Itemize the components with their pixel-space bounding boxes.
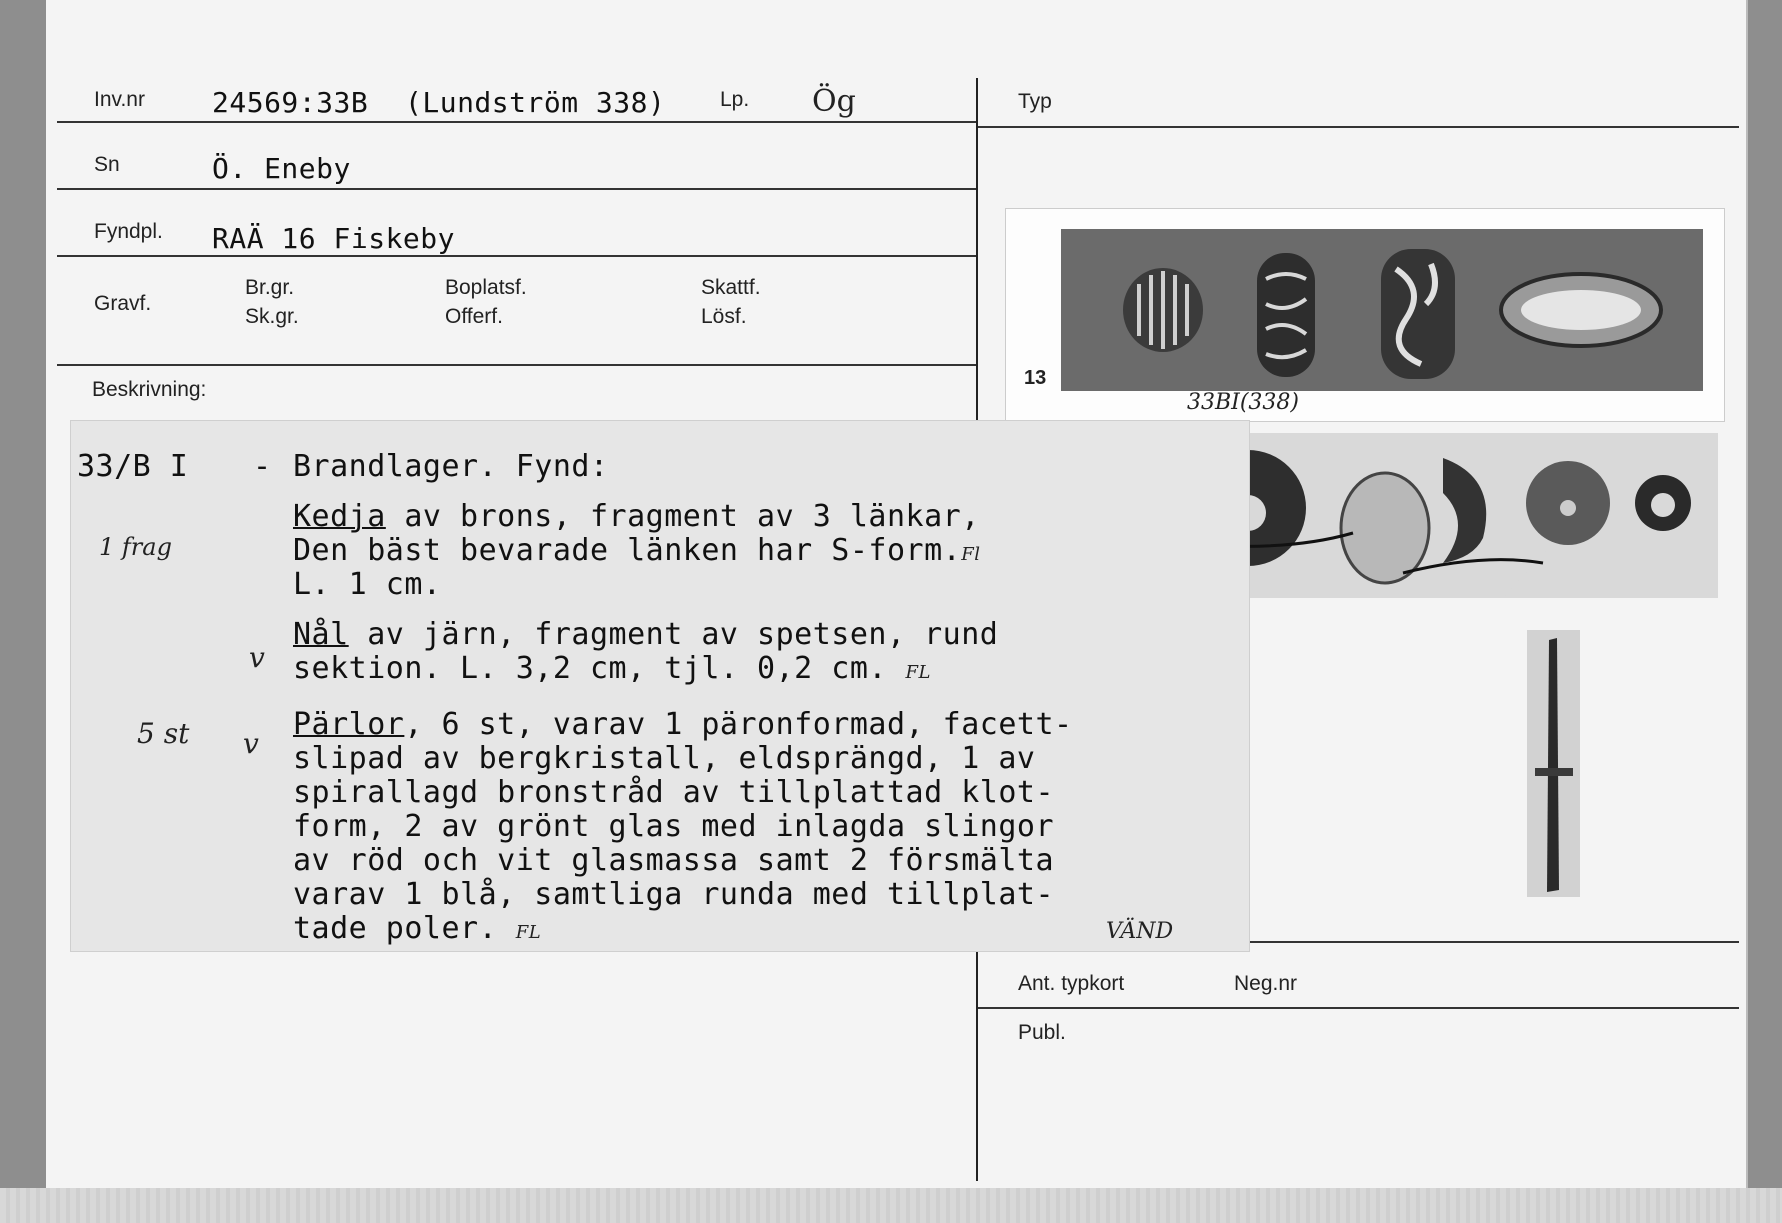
- kedja-line-2: [293, 533, 980, 568]
- boplatsf-label: Boplatsf.: [445, 276, 527, 299]
- skattf-label: Skattf.: [701, 276, 761, 299]
- parlor-initials: FL: [515, 922, 542, 943]
- rule-gravf: [57, 364, 976, 366]
- skgr-label: Sk.gr.: [245, 305, 299, 328]
- parlor-line-3: spirallagd bronstråd av tillplattad klot-: [293, 775, 1055, 810]
- parlor-line-5: av röd och vit glasmassa samt 2 försmälta: [293, 843, 1055, 878]
- parlor-check: v: [243, 727, 259, 760]
- bead-crystal: [1501, 274, 1661, 346]
- rule-fyndpl: [57, 255, 976, 257]
- kedja-initials: Fl: [961, 544, 981, 565]
- offerf-label: Offerf.: [445, 305, 503, 328]
- rule-sn: [57, 188, 976, 190]
- parlor-line-7: [293, 911, 541, 946]
- parlor-line-2: slipad av bergkristall, eldsprängd, 1 av: [293, 741, 1036, 776]
- kedja-word: Kedja: [293, 499, 386, 534]
- photo-needle: [1527, 630, 1580, 897]
- fyndpl-label: Fyndpl.: [94, 220, 163, 243]
- photo-band: [1061, 229, 1703, 391]
- nal-check: v: [249, 641, 265, 674]
- bead-patterned-2: [1381, 249, 1455, 379]
- kedja-line-3: L. 1 cm.: [293, 567, 442, 602]
- inv-ref: (Lundström 338): [405, 86, 666, 119]
- desc-ref: 33/B I: [77, 449, 189, 484]
- kedja-line-2-text: Den bäst bevarade länken har S-form.: [293, 533, 962, 568]
- parlor-word: Pärlor: [293, 707, 405, 742]
- parlor-line-1: [293, 707, 1073, 742]
- beskrivning-label: Beskrivning:: [92, 378, 207, 401]
- nal-line-1-rest: av järn, fragment av spetsen, rund: [348, 617, 999, 652]
- beads-illustration: [1061, 229, 1703, 391]
- photo-caption: 33BI(338): [1187, 390, 1300, 415]
- bead-patterned-1: [1257, 253, 1315, 377]
- nal-line-2: [293, 651, 931, 686]
- kedja-line-1-rest: av brons, fragment av 3 länkar,: [385, 499, 980, 534]
- vand-note: VÄND: [1106, 919, 1174, 944]
- nal-line-1: [293, 617, 998, 652]
- parlor-line-6: varav 1 blå, samtliga runda med tillplat-: [293, 877, 1055, 912]
- desc-dash: -: [253, 449, 272, 484]
- kedja-margin-note: 1 frag: [99, 533, 172, 561]
- nal-line-2-text: sektion. L. 3,2 cm, tjl. 0,2 cm.: [293, 651, 887, 686]
- lp-value: Ög: [812, 84, 856, 119]
- sn-label: Sn: [94, 153, 120, 176]
- description-sheet: [70, 420, 1250, 952]
- publ-label: Publ.: [1018, 1021, 1066, 1044]
- kedja-line-1: [293, 499, 980, 534]
- bead-ribbed: [1123, 268, 1203, 352]
- parlor-margin-note: 5 st: [137, 717, 190, 750]
- needle-illustration: [1527, 630, 1580, 897]
- rule-inv: [57, 121, 976, 123]
- parlor-last-line: tade poler.: [293, 911, 498, 946]
- photo-beads-typ: [1005, 208, 1725, 422]
- inv-label: Inv.nr: [94, 88, 145, 111]
- photo-number: 13: [1024, 367, 1047, 389]
- fyndpl-value: RAÄ 16 Fiskeby: [212, 222, 456, 255]
- lp-label: Lp.: [720, 88, 750, 111]
- inv-value: 24569:33B: [212, 86, 369, 119]
- sn-value: Ö. Eneby: [212, 152, 351, 185]
- rule-neg: [978, 1007, 1739, 1009]
- parlor-line-1-rest: , 6 st, varav 1 päronformad, facett-: [404, 707, 1073, 742]
- nal-initials: FL: [905, 662, 931, 683]
- parlor-line-4: form, 2 av grönt glas med inlagda slingor: [293, 809, 1055, 844]
- ant-typkort-label: Ant. typkort: [1018, 972, 1125, 995]
- gravf-label: Gravf.: [94, 292, 152, 315]
- nal-word: Nål: [293, 617, 349, 652]
- scan-edge: [0, 1188, 1782, 1223]
- desc-heading: Brandlager. Fynd:: [293, 449, 609, 484]
- rule-typ: [978, 126, 1739, 128]
- typ-label: Typ: [1018, 90, 1052, 113]
- neg-nr-label: Neg.nr: [1234, 972, 1298, 995]
- brgr-label: Br.gr.: [245, 276, 295, 299]
- losf-label: Lösf.: [701, 305, 747, 328]
